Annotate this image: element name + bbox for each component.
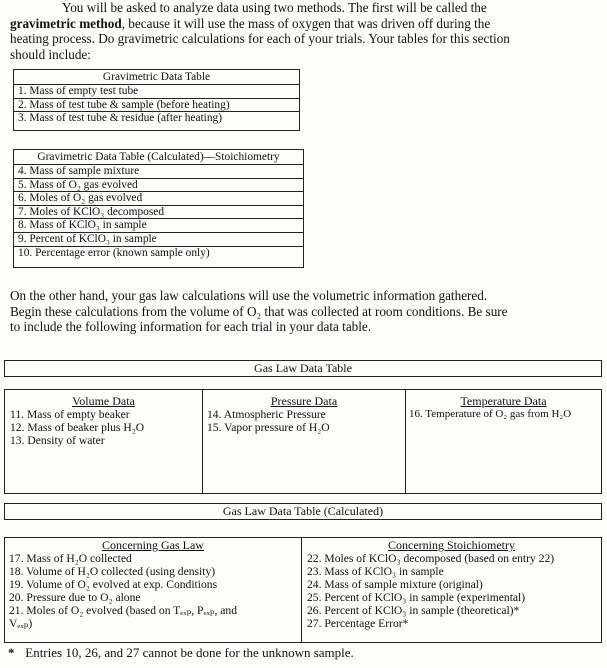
mid-line-2: Begin these calculations from the volume of O₂ that was collected at room conditions. Be sure	[10, 303, 508, 319]
list-item: 17. Mass of H₂O collected	[9, 552, 132, 565]
list-item: 12. Mass of beaker plus H₂O	[10, 421, 145, 434]
gas-law-data-table	[4, 389, 602, 494]
concerning-gas-law-cell	[5, 538, 302, 642]
gas-law-table-banner	[4, 360, 602, 377]
table-row: 10. Percentage error (known sample only)	[18, 246, 210, 259]
list-item: 25. Percent of KClO₃ in sample (experimental)	[307, 591, 526, 604]
list-item: 11. Mass of empty beaker	[10, 408, 130, 421]
gas-law-table-title: Gas Law Data Table	[254, 361, 352, 375]
list-item: Vₑₓₚ)	[9, 617, 33, 630]
gravimetric-calculated-table	[13, 149, 304, 268]
list-item: 19. Volume of O₂ evolved at exp. Conditions	[9, 578, 218, 591]
gravimetric-calculated-title: Gravimetric Data Table (Calculated)—Stoichiometry	[14, 150, 303, 165]
gas-law-calculated-title: Gas Law Data Table (Calculated)	[222, 504, 384, 518]
footnote	[8, 645, 354, 661]
list-item: 23. Mass of KClO₃ in sample	[307, 565, 444, 578]
pressure-data-cell	[203, 390, 406, 493]
gravimetric-data-table	[13, 69, 300, 131]
gravimetric-table-title: Gravimetric Data Table	[14, 70, 299, 85]
table-row: 6. Moles of O₂ gas evolved	[14, 192, 303, 206]
table-row: 3. Mass of test tube & residue (after heating)	[18, 112, 223, 125]
intro-line-3: heating process. Do gravimetric calculations for each of your trials. Your tables for this section	[10, 31, 510, 46]
volume-data-title: Volume Data	[72, 394, 135, 408]
list-item: 18. Volume of H₂O collected (using density)	[9, 565, 216, 578]
list-item: 27. Percentage Error*	[307, 617, 409, 630]
table-row: 7. Moles of KClO₃ decomposed	[14, 206, 303, 220]
table-row: 1. Mass of empty test tube	[14, 85, 299, 99]
footnote-text: Entries 10, 26, and 27 cannot be done for the unknown sample.	[25, 645, 354, 660]
list-item: 13. Density of water	[10, 434, 105, 447]
gas-law-calculated-banner	[4, 503, 602, 520]
footnote-marker: *	[8, 645, 15, 660]
mid-line-1: On the other hand, your gas law calculations will use the volumetric information gathered.	[10, 288, 488, 303]
list-item: 22. Moles of KClO₃ decomposed (based on entry 22)	[307, 552, 555, 565]
mid-line-3: to include the following information for each trial in your data table.	[10, 319, 372, 334]
intro-line-2	[10, 16, 598, 32]
list-item: 26. Percent of KClO₃ in sample (theoretical)*	[307, 604, 520, 617]
temperature-data-title: Temperature Data	[460, 394, 547, 408]
gravimetric-method-term: gravimetric method	[10, 15, 122, 31]
list-item: 16. Temperature of O₂ gas from H₂O	[409, 408, 572, 420]
intro-paragraph	[10, 0, 598, 62]
concerning-stoichiometry-title: Concerning Stoichiometry	[388, 538, 515, 552]
intro-line-2-rest: , because it will use the mass of oxygen that was driven off during the	[121, 15, 491, 31]
intro-line-1: You will be asked to analyze data using two methods. The first will be called the	[62, 0, 487, 15]
table-row: 8. Mass of KClO₃ in sample	[14, 219, 303, 233]
list-item: 21. Moles of O₂ evolved (based on Tₑₓₚ, Pₑₓₚ, and	[9, 604, 237, 617]
volume-data-cell	[5, 390, 203, 493]
table-row: 5. Mass of O₂ gas evolved	[14, 179, 303, 193]
pressure-data-title: Pressure Data	[270, 394, 338, 408]
list-item: 14. Atmospheric Pressure	[207, 408, 326, 421]
concerning-stoichiometry-cell	[302, 538, 601, 642]
concerning-gas-law-title: Concerning Gas Law	[102, 538, 204, 552]
list-item: 24. Mass of sample mixture (original)	[307, 578, 483, 591]
list-item: 20. Pressure due to O₂ alone	[9, 591, 141, 604]
table-row: 4. Mass of sample mixture	[14, 165, 303, 179]
table-row: 9. Percent of KClO₃ in sample	[14, 233, 303, 247]
gas-law-paragraph	[10, 288, 598, 335]
temperature-data-cell	[406, 390, 601, 493]
intro-line-4: should include:	[10, 46, 91, 62]
list-item: 15. Vapor pressure of H₂O	[207, 421, 330, 434]
gas-law-calculated-table	[4, 537, 602, 643]
table-row: 2. Mass of test tube & sample (before heating)	[14, 99, 299, 113]
